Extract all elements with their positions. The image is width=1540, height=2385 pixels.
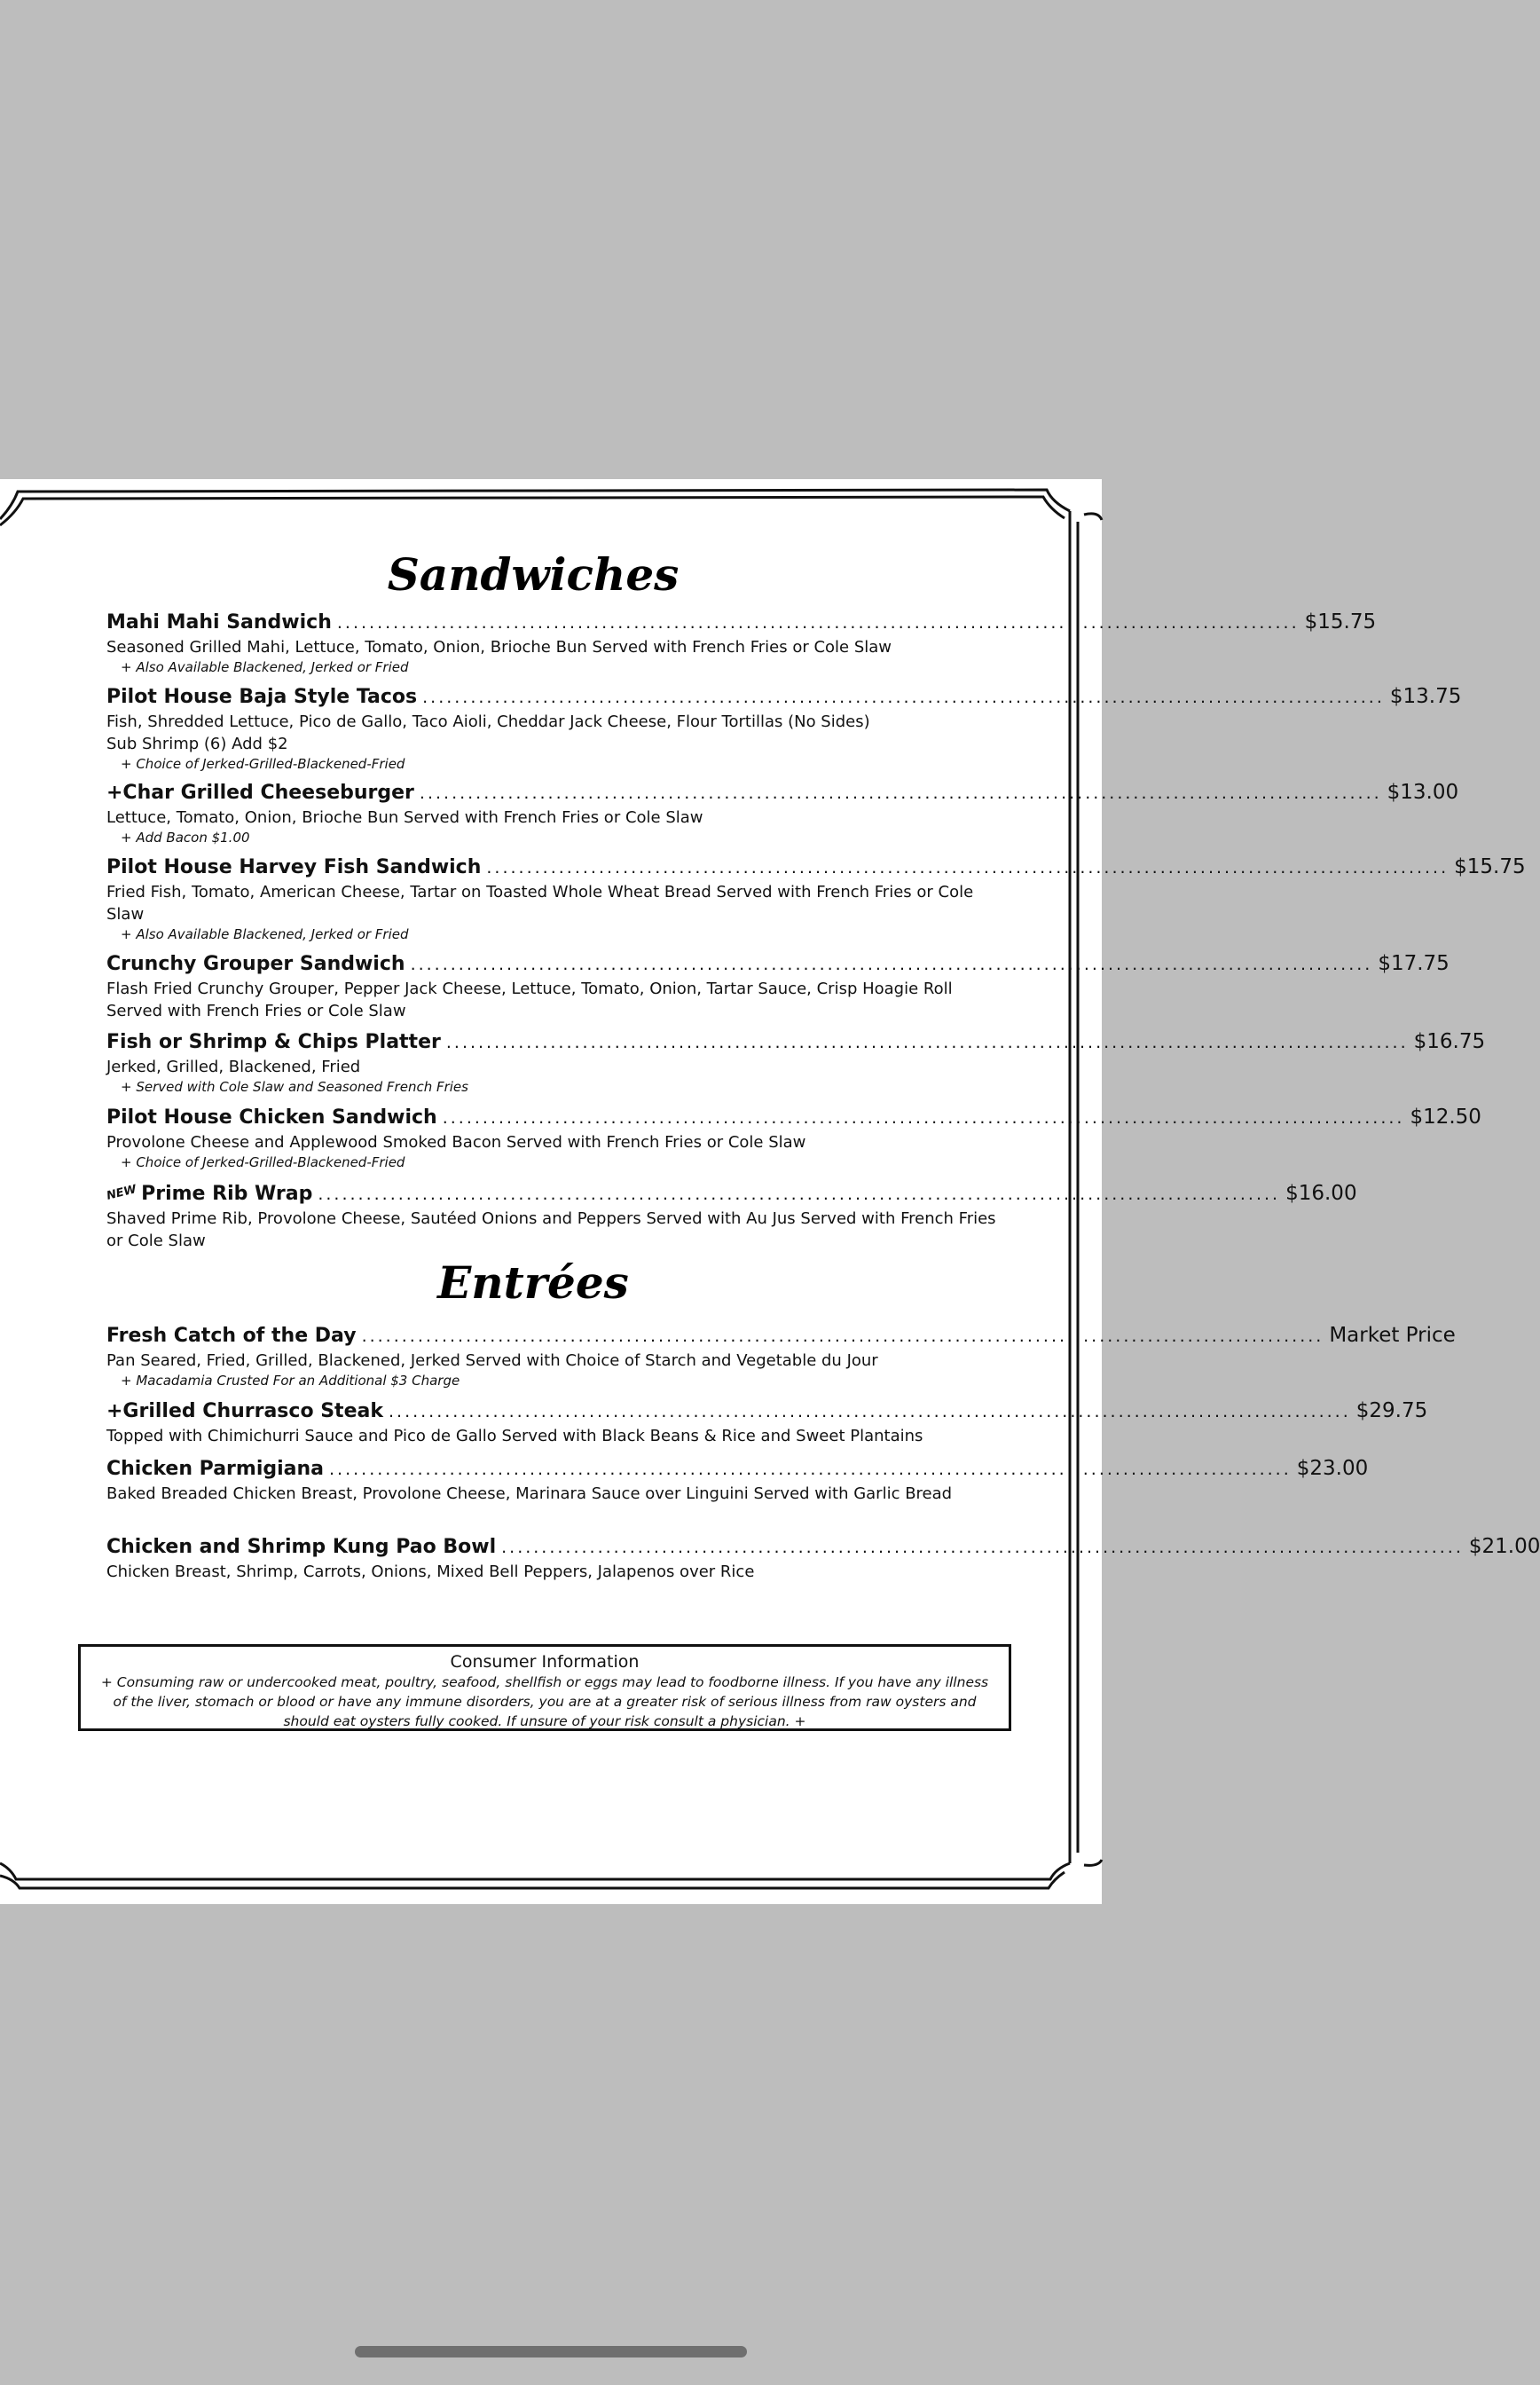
item-price: $13.75 bbox=[1389, 685, 1462, 708]
menu-item-churrasco-steak bbox=[106, 1399, 1428, 1447]
item-description: Jerked, Grilled, Blackened, Fried bbox=[106, 1058, 361, 1076]
item-note: + Add Bacon $1.00 bbox=[121, 830, 250, 846]
item-note: + Choice of Jerked-Grilled-Blackened-Fried bbox=[121, 1154, 405, 1170]
item-description: Fried Fish, Tomato, American Cheese, Tartar on Toasted Whole Wheat Bread Served with French Fries or Cole Slaw bbox=[106, 883, 974, 924]
item-description: Provolone Cheese and Applewood Smoked Bacon Served with French Fries or Cole Slaw bbox=[106, 1133, 806, 1152]
item-description-extra: Sub Shrimp (6) Add $2 bbox=[106, 735, 288, 753]
dot-leader: ........................................................................................................................ bbox=[442, 1108, 1405, 1128]
item-name: Chicken and Shrimp Kung Pao Bowl bbox=[106, 1536, 497, 1558]
item-description: Baked Breaded Chicken Breast, Provolone Cheese, Marinara Sauce over Linguini Served with Garlic Bread bbox=[106, 1484, 953, 1503]
menu-item-fresh-catch bbox=[106, 1324, 1456, 1390]
consumer-information-text: + Consuming raw or undercooked meat, poultry, seafood, shellfish or eggs may lead to foodborne illness. If you have any illness of the liver, stomach or blood or have any immune disorders, you are at a greater risk of serious illness from raw oysters and should eat oysters fully cooked. If unsure of your risk consult a physician. + bbox=[100, 1674, 989, 1729]
dot-leader: ........................................................................................................................ bbox=[388, 1402, 1351, 1421]
item-description: Topped with Chimichurri Sauce and Pico de Gallo Served with Black Beans & Rice and Sweet Plantains bbox=[106, 1427, 923, 1445]
menu-item-cheeseburger bbox=[106, 781, 1459, 847]
item-description: Pan Seared, Fried, Grilled, Blackened, Jerked Served with Choice of Starch and Vegetable du Jour bbox=[106, 1351, 878, 1370]
item-note: + Also Available Blackened, Jerked or Fried bbox=[121, 926, 409, 942]
new-badge: NEW bbox=[105, 1183, 138, 1203]
item-price: $13.00 bbox=[1387, 781, 1459, 804]
item-name: Fish or Shrimp & Chips Platter bbox=[106, 1031, 441, 1053]
item-note: + Macadamia Crusted For an Additional $3 Charge bbox=[121, 1373, 460, 1389]
item-name: Pilot House Chicken Sandwich bbox=[106, 1106, 437, 1129]
dot-leader: ........................................................................................................................ bbox=[486, 858, 1450, 878]
menu-item-fish-chips bbox=[106, 1030, 1486, 1097]
dot-leader: ........................................................................................................................ bbox=[501, 1538, 1464, 1557]
dot-leader: ........................................................................................................................ bbox=[336, 613, 1300, 633]
consumer-information-title: Consumer Information bbox=[450, 1652, 640, 1672]
menu-item-mahi-mahi bbox=[106, 610, 1377, 677]
item-name: Prime Rib Wrap bbox=[141, 1183, 313, 1205]
item-price: $23.00 bbox=[1296, 1457, 1369, 1480]
menu-item-kung-pao-bowl bbox=[106, 1535, 1540, 1583]
menu-item-chicken-sandwich bbox=[106, 1106, 1481, 1172]
menu-item-crunchy-grouper bbox=[106, 952, 1450, 1022]
item-note: + Choice of Jerked-Grilled-Blackened-Fried bbox=[121, 756, 405, 772]
item-price: Market Price bbox=[1329, 1324, 1456, 1347]
item-price: $15.75 bbox=[1454, 855, 1526, 878]
item-description: Fish, Shredded Lettuce, Pico de Gallo, Taco Aioli, Cheddar Jack Cheese, Flour Tortillas (No Sides) bbox=[106, 712, 870, 731]
dot-leader: ........................................................................................................................ bbox=[419, 783, 1382, 803]
item-price: $15.75 bbox=[1304, 610, 1377, 634]
dot-leader: ........................................................................................................................ bbox=[422, 688, 1385, 707]
dot-leader: ........................................................................................................................ bbox=[329, 1460, 1292, 1479]
dot-leader: ........................................................................................................................ bbox=[318, 1185, 1281, 1204]
item-description: Chicken Breast, Shrimp, Carrots, Onions, Mixed Bell Peppers, Jalapenos over Rice bbox=[106, 1562, 755, 1581]
item-name: Chicken Parmigiana bbox=[106, 1458, 325, 1480]
entrees-heading: Entrées bbox=[437, 1256, 629, 1309]
menu-item-chicken-parmigiana bbox=[106, 1457, 1369, 1505]
item-price: $17.75 bbox=[1378, 952, 1450, 975]
dot-leader: ........................................................................................................................ bbox=[361, 1326, 1324, 1346]
item-price: $12.50 bbox=[1410, 1106, 1481, 1129]
item-name: Fresh Catch of the Day bbox=[106, 1325, 357, 1347]
item-price: $16.00 bbox=[1285, 1182, 1357, 1205]
home-indicator[interactable] bbox=[355, 2346, 747, 2357]
menu-item-baja-tacos bbox=[106, 685, 1462, 774]
item-name: +Char Grilled Cheeseburger bbox=[106, 782, 414, 804]
menu-item-harvey-fish-sandwich bbox=[106, 855, 1526, 944]
item-description: Flash Fried Crunchy Grouper, Pepper Jack Cheese, Lettuce, Tomato, Onion, Tartar Sauce, Crisp Hoagie Roll Served with French Fries or Cole Slaw bbox=[106, 980, 953, 1020]
item-description: Seasoned Grilled Mahi, Lettuce, Tomato, Onion, Brioche Bun Served with French Fries or Cole Slaw bbox=[106, 638, 892, 657]
item-price: $21.00 bbox=[1468, 1535, 1540, 1558]
sandwiches-heading: Sandwiches bbox=[387, 548, 680, 601]
item-note: + Also Available Blackened, Jerked or Fried bbox=[121, 659, 409, 675]
item-name: Crunchy Grouper Sandwich bbox=[106, 953, 405, 975]
item-description: Shaved Prime Rib, Provolone Cheese, Sautéed Onions and Peppers Served with Au Jus Served with French Fries or Cole Slaw bbox=[106, 1209, 996, 1250]
item-name: Pilot House Baja Style Tacos bbox=[106, 686, 418, 708]
item-name: Mahi Mahi Sandwich bbox=[106, 611, 332, 634]
menu-item-prime-rib-wrap bbox=[105, 1182, 1357, 1252]
dot-leader: ........................................................................................................................ bbox=[445, 1033, 1409, 1052]
item-price: $16.75 bbox=[1413, 1030, 1486, 1053]
menu-page bbox=[0, 479, 1540, 1904]
item-name: +Grilled Churrasco Steak bbox=[106, 1400, 383, 1422]
item-name: Pilot House Harvey Fish Sandwich bbox=[106, 856, 482, 878]
item-name-wrapper bbox=[106, 1183, 312, 1205]
dot-leader: ........................................................................................................................ bbox=[410, 955, 1373, 974]
item-description: Lettuce, Tomato, Onion, Brioche Bun Served with French Fries or Cole Slaw bbox=[106, 808, 703, 827]
item-price: $29.75 bbox=[1355, 1399, 1428, 1422]
item-note: + Served with Cole Slaw and Seasoned French Fries bbox=[121, 1079, 468, 1095]
consumer-information-box bbox=[78, 1644, 1011, 1731]
